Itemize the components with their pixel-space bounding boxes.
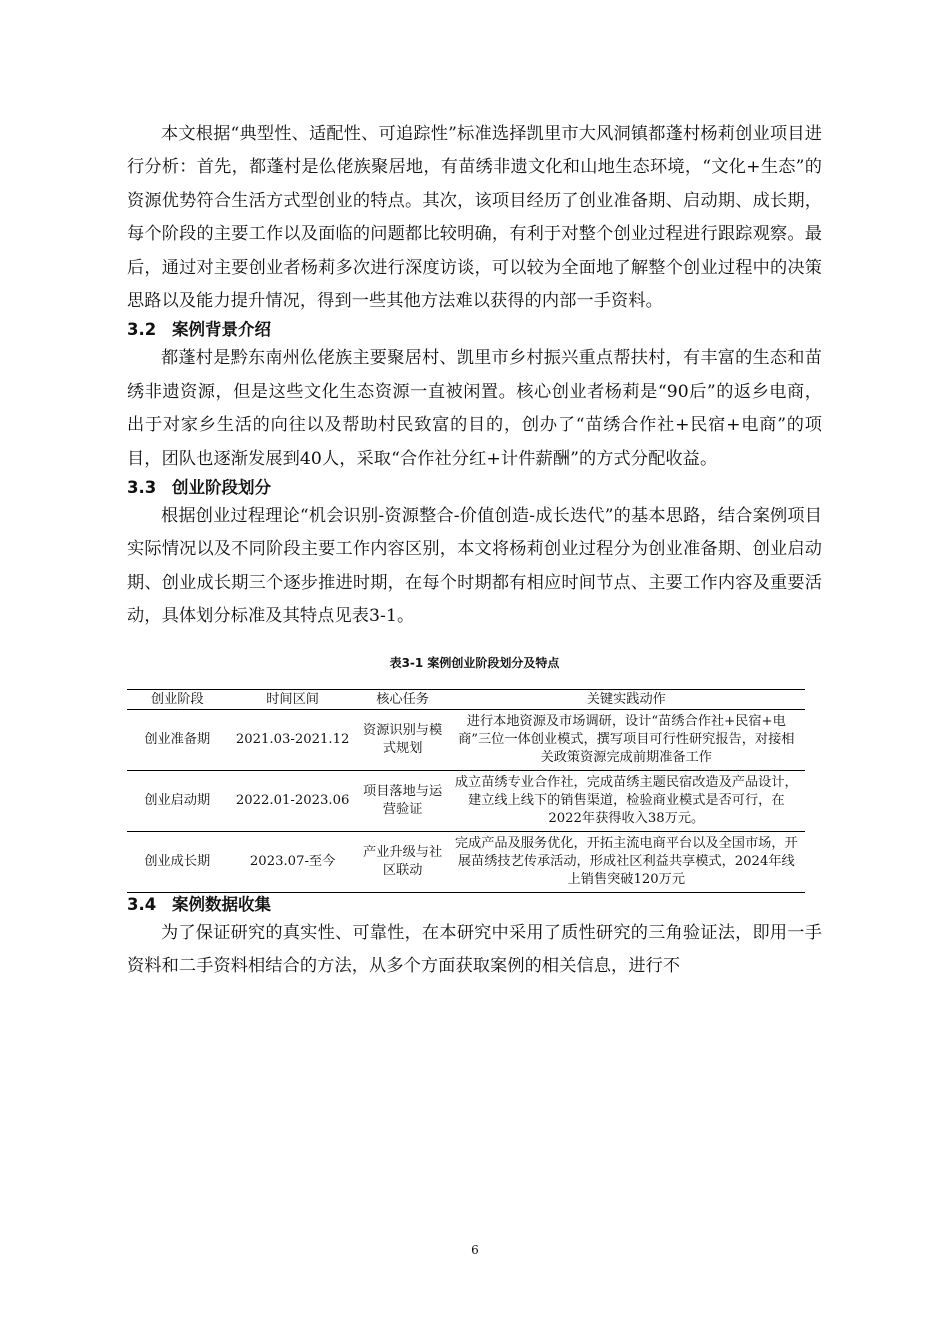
header-stage: 创业阶段 bbox=[127, 689, 228, 709]
paragraph-stage-division: 根据创业过程理论“机会识别-资源整合-价值创造-成长迭代”的基本思路，结合案例项目实际情况以及不同阶段主要工作内容区别，本文将杨莉创业过程分为创业准备期、创业启动期、创业成长期三个逐步推进时期，在每个时期都有相应时间节点、主要工作内容及重要活动，具体划分标准及其特点见表3-1。 bbox=[127, 506, 822, 627]
cell-period: 2021.03-2021.12 bbox=[228, 709, 358, 770]
section-title: 案例背景介绍 bbox=[172, 320, 271, 340]
paragraph-case-background: 都蓬村是黔东南州仫佬族主要聚居村、凯里市乡村振兴重点帮扶村，有丰富的生态和苗绣非遗资源，但是这些文化生态资源一直被闲置。核心创业者杨莉是“90后”的返乡电商，出于对家乡生活的向往以及帮助村民致富的目的，创办了“苗绣合作社+民宿+电商”的项目，团队也逐渐发展到40人，采取“合作社分红+计件薪酬”的方式分配收益。 bbox=[127, 348, 822, 469]
cell-stage: 创业成长期 bbox=[127, 831, 228, 892]
section-title: 案例数据收集 bbox=[172, 894, 271, 914]
table-row bbox=[127, 770, 805, 831]
paragraph-case-selection: 本文根据“典型性、适配性、可追踪性”标准选择凯里市大风洞镇都蓬村杨莉创业项目进行分析：首先，都蓬村是仫佬族聚居地，有苗绣非遗文化和山地生态环境，“文化+生态”的资源优势符合生活方式型创业的特点。其次，该项目经历了创业准备期、启动期、成长期，每个阶段的主要工作以及面临的问题都比较明确，有利于对整个创业过程进行跟踪观察。最后，通过对主要创业者杨莉多次进行深度访谈，可以较为全面地了解整个创业过程中的决策思路以及能力提升情况，得到一些其他方法难以获得的内部一手资料。 bbox=[127, 124, 822, 312]
table-header-row bbox=[127, 689, 805, 709]
table-row bbox=[127, 709, 805, 770]
page-number: 6 bbox=[471, 1243, 479, 1257]
section-heading-3-4 bbox=[127, 893, 822, 917]
page-content bbox=[127, 118, 822, 984]
paragraph-data-collection: 为了保证研究的真实性、可靠性，在本研究中采用了质性研究的三角验证法，即用一手资料和二手资料相结合的方法，从多个方面获取案例的相关信息，进行不 bbox=[127, 922, 822, 977]
table-row bbox=[127, 831, 805, 892]
section-number: 3.3 bbox=[127, 478, 157, 498]
cell-action: 进行本地资源及市场调研，设计“苗绣合作社+民宿+电商”三位一体创业模式，撰写项目可行性研究报告，对接相关政策资源完成前期准备工作 bbox=[448, 709, 805, 770]
cell-period: 2023.07-至今 bbox=[228, 831, 358, 892]
cell-action: 成立苗绣专业合作社，完成苗绣主题民宿改造及产品设计，建立线上线下的销售渠道，检验商业模式是否可行，在2022年获得收入38万元。 bbox=[448, 770, 805, 831]
header-period: 时间区间 bbox=[228, 689, 358, 709]
header-action: 关键实践动作 bbox=[448, 689, 805, 709]
cell-stage: 创业启动期 bbox=[127, 770, 228, 831]
cell-action: 完成产品及服务优化，开拓主流电商平台以及全国市场，开展苗绣技艺传承活动，形成社区利益共享模式，2024年线上销售突破120万元 bbox=[448, 831, 805, 892]
section-title: 创业阶段划分 bbox=[172, 478, 271, 498]
section-number: 3.4 bbox=[127, 894, 157, 914]
table-caption: 表3-1 案例创业阶段划分及特点 bbox=[389, 655, 560, 670]
header-task: 核心任务 bbox=[358, 689, 448, 709]
cell-task: 产业升级与社区联动 bbox=[358, 831, 448, 892]
cell-task: 项目落地与运营验证 bbox=[358, 770, 448, 831]
cell-stage: 创业准备期 bbox=[127, 709, 228, 770]
cell-task: 资源识别与模式规划 bbox=[358, 709, 448, 770]
section-heading-3-2 bbox=[127, 318, 822, 342]
section-heading-3-3 bbox=[127, 476, 822, 500]
section-number: 3.2 bbox=[127, 320, 157, 340]
stage-table bbox=[127, 689, 805, 893]
cell-period: 2022.01-2023.06 bbox=[228, 770, 358, 831]
